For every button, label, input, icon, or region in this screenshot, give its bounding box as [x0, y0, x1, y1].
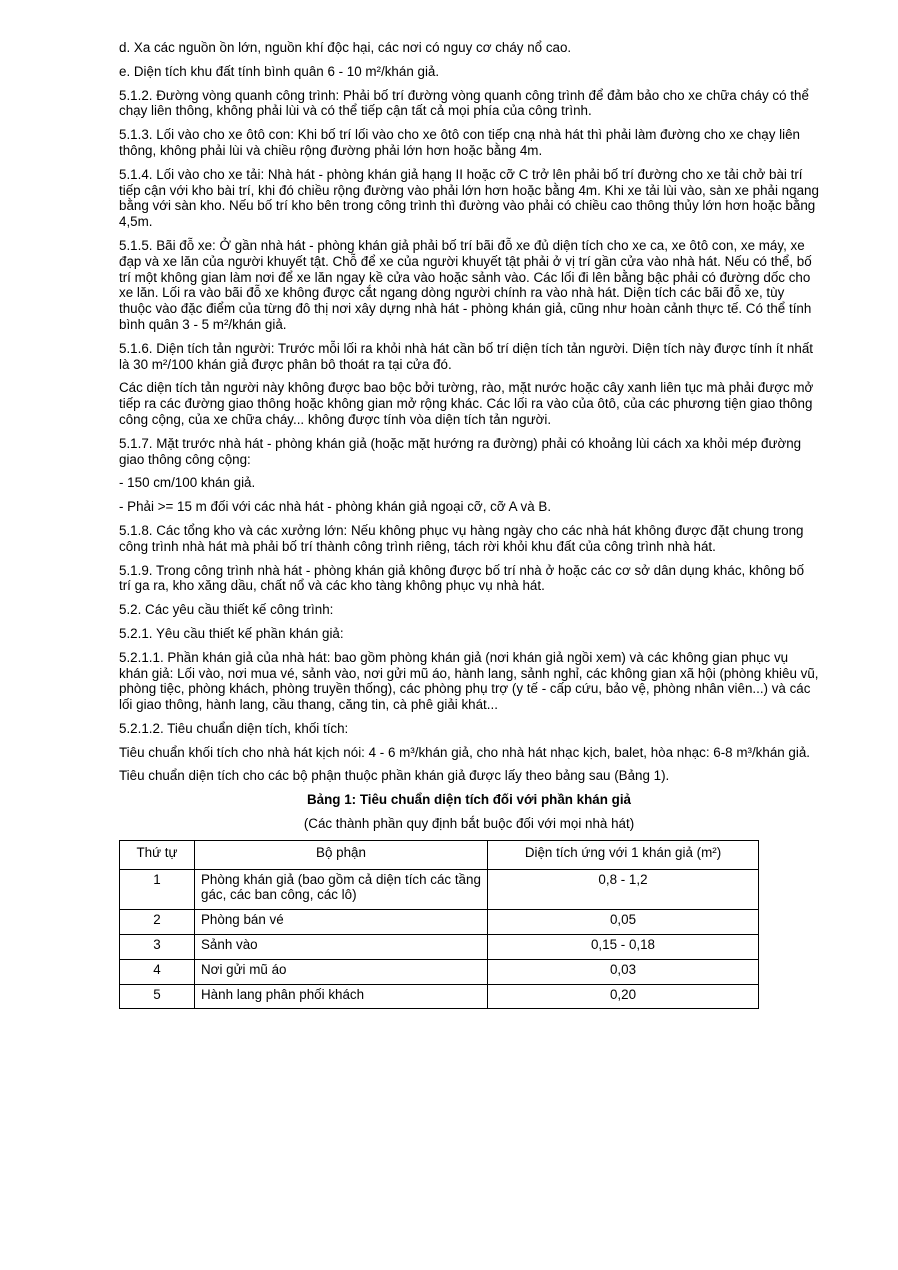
row-order: 4: [120, 959, 195, 984]
paragraph: - 150 cm/100 khán giả.: [119, 475, 256, 491]
row-area: 0,8 - 1,2: [488, 869, 759, 910]
table-row: [120, 984, 759, 1009]
column-header-area: Diện tích ứng với 1 khán giả (m²): [488, 840, 759, 869]
section-heading: 5.2.1.2. Tiêu chuẩn diện tích, khối tích:: [119, 720, 349, 736]
area-standards-table: [119, 840, 759, 1010]
row-order: 3: [120, 935, 195, 960]
paragraph: 5.1.6. Diện tích tản người: Trước mỗi lối ra khỏi nhà hát cần bố trí diện tích tản người. Diện tích này được tính ít nhất là 30 m²/100 khán giả được phân bô thoát ra tại cửa đó.: [119, 340, 813, 372]
row-order: 5: [120, 984, 195, 1009]
table-subtitle: (Các thành phần quy định bắt buộc đối với mọi nhà hát): [303, 816, 635, 832]
table-row: [120, 910, 759, 935]
row-order: 1: [120, 869, 195, 910]
table-row: [120, 935, 759, 960]
row-part: Phòng bán vé: [195, 910, 488, 935]
row-part: Sảnh vào: [195, 935, 488, 960]
paragraph: - Phải >= 15 m đối với các nhà hát - phòng khán giả ngoại cỡ, cỡ A và B.: [119, 499, 552, 515]
paragraph: 5.1.4. Lối vào cho xe tải: Nhà hát - phòng khán giả hạng II hoặc cỡ C trở lên phải bố trí đường cho xe tải chở bài trí tiếp cận với kho bài trí, khi đó chiều rộng đường vào phải lớn hơn hoặc bằng 4m. Khi xe tải lùi vào, sàn xe phải ngang bằng với sàn kho. Nếu bố trí kho bên trong công trình thì đường vào phải có chiều cao thông thủy lớn hơn hoặc bằng 4,5m.: [119, 166, 819, 230]
row-area: 0,15 - 0,18: [488, 935, 759, 960]
row-area: 0,05: [488, 910, 759, 935]
paragraph: 5.2.1.1. Phần khán giả của nhà hát: bao gồm phòng khán giả (nơi khán giả ngồi xem) và các không gian phục vụ khán giả: Lối vào, nơi mua vé, sảnh vào, nơi gửi mũ áo, hành lang, sảnh nghỉ, các không gian xã hội (phòng khiêu vũ, phòng tiệc, phòng khách, phòng truyền thống), các phòng phụ trợ (y tế - cấp cứu, bảo vệ, phòng nhân viên...) và các lối giao thông, hành lang, cầu thang, căng tin, cà phê giải khát...: [119, 649, 819, 713]
section-heading: 5.2. Các yêu cầu thiết kế công trình:: [119, 602, 334, 618]
paragraph: 5.1.5. Bãi đỗ xe: Ở gần nhà hát - phòng khán giả phải bố trí bãi đỗ xe đủ diện tích cho xe ca, xe ôtô con, xe máy, xe đạp và xe lăn của người khuyết tật. Chỗ để xe của người khuyết tật phải ở vị trí gần cửa vào nhà hát. Nếu có thể, bố trí một không gian làm nơi để xe lăn ngay kề cửa vào hoặc sảnh vào. Các lối đi lên bằng bậc phải có đường dốc cho xe lăn. Lối ra vào bãi đỗ xe không được cắt ngang dòng người chính ra vào nhà hát. Diện tích các bãi đỗ xe, tùy thuộc vào đặc điểm của từng đô thị nơi xây dựng nhà hát - phòng khán giả, cũng như hoàn cảnh thực tế. Có thể tính bình quân 3 - 5 m²/khán giả.: [119, 237, 812, 332]
row-part: Nơi gửi mũ áo: [195, 959, 488, 984]
row-part: Phòng khán giả (bao gồm cả diện tích các tầng gác, các ban công, các lô): [195, 869, 488, 910]
paragraph: Tiêu chuẩn diện tích cho các bộ phận thuộc phần khán giả được lấy theo bảng sau (Bảng 1).: [119, 768, 670, 784]
paragraph: 5.1.9. Trong công trình nhà hát - phòng khán giả không được bố trí nhà ở hoặc các cơ sở dân dụng khác, không bố trí ga ra, kho xăng dầu, chất nổ và các kho tàng không phục vụ nhà hát.: [119, 562, 805, 594]
column-header-part: Bộ phận: [195, 840, 488, 869]
paragraph: Các diện tích tản người này không được bao bộc bởi tường, rào, mặt nước hoặc cây xanh liên tục mà phải được mở tiếp ra các đường giao thông hoặc không gian mở rộng khác. Các lối ra vào của ôtô, của các phương tiện giao thông công cộng, của xe chữa cháy... không được tính vòa diện tích tản người.: [119, 380, 814, 427]
table-header-row: [120, 840, 759, 869]
section-heading: 5.2.1. Yêu cầu thiết kế phần khán giả:: [119, 625, 344, 641]
paragraph: 5.1.3. Lối vào cho xe ôtô con: Khi bố trí lối vào cho xe ôtô con tiếp cnạ nhà hát thì phải làm đường cho xe chạy liên thông, không phải lùi và chiều rộng đường phải lớn hơn hoặc bằng 4m.: [119, 127, 801, 158]
row-part: Hành lang phân phối khách: [195, 984, 488, 1009]
document-page: [119, 40, 819, 1009]
row-order: 2: [120, 910, 195, 935]
table-row: [120, 869, 759, 910]
row-area: 0,20: [488, 984, 759, 1009]
table-title: Bảng 1: Tiêu chuẩn diện tích đối với phần khán giả: [307, 792, 631, 808]
paragraph: 5.1.7. Mặt trước nhà hát - phòng khán giả (hoặc mặt hướng ra đường) phải có khoảng lùi cách xa khỏi mép đường giao thông công cộng:: [119, 435, 802, 467]
paragraph: 5.1.2. Đường vòng quanh công trình: Phải bố trí đường vòng quanh công trình để đảm bảo cho xe chữa cháy có thể chạy liên thông, không phải lùi và có thể tiếp cận tất cả mọi phía của công trình.: [119, 87, 809, 119]
paragraph: e. Diện tích khu đất tính bình quân 6 - 10 m²/khán giả.: [119, 63, 440, 79]
paragraph: 5.1.8. Các tổng kho và các xưởng lớn: Nếu không phục vụ hàng ngày cho các nhà hát không được đặt chung trong công trình nhà hát mà phải bố trí thành công trình riêng, tách rời khỏi khu đất của công trình nhà hát.: [119, 522, 804, 554]
paragraph: Tiêu chuẩn khối tích cho nhà hát kịch nói: 4 - 6 m³/khán giả, cho nhà hát nhạc kịch, balet, hòa nhạc: 6-8 m³/khán giả.: [119, 744, 811, 760]
table-row: [120, 959, 759, 984]
column-header-order: Thứ tự: [120, 840, 195, 869]
row-area: 0,03: [488, 959, 759, 984]
paragraph: d. Xa các nguồn ồn lớn, nguồn khí độc hại, các nơi có nguy cơ cháy nổ cao.: [119, 40, 572, 55]
